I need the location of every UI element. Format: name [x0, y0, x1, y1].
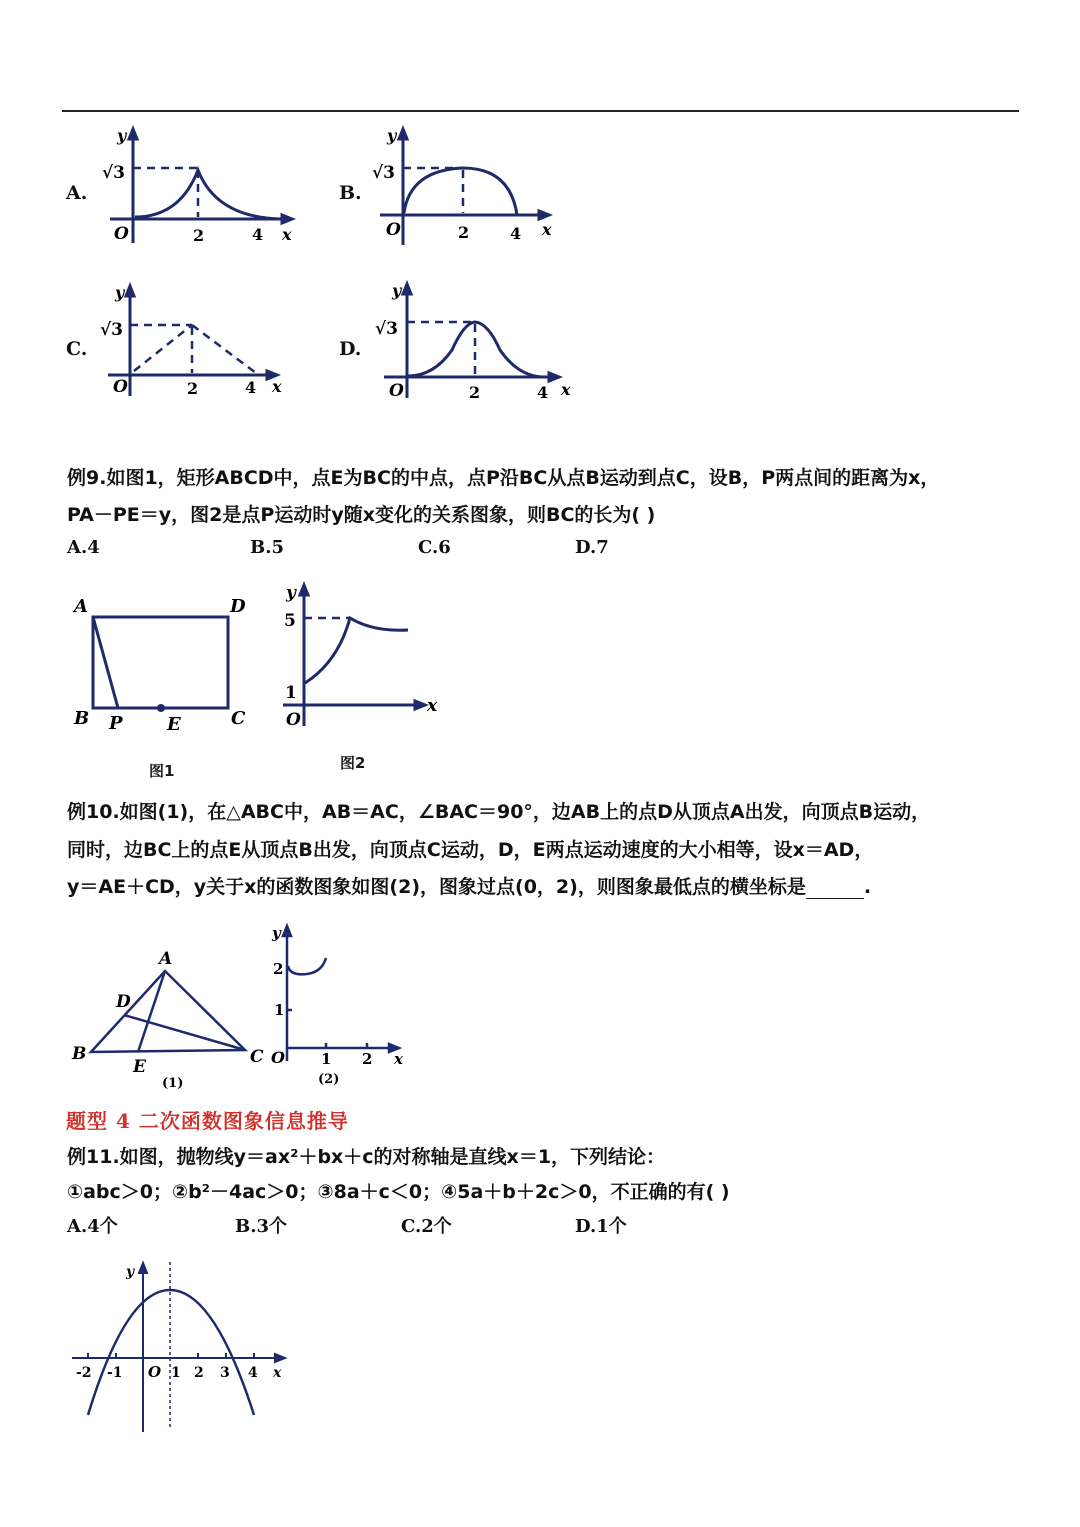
ex9-figure-1-caption: 图1 — [149, 762, 175, 780]
axis-y-label: y — [286, 583, 296, 603]
label-a: A — [159, 949, 173, 969]
sqrt3-label: √3 — [372, 163, 396, 183]
ex9-line1: 例9.如图1，矩形ABCD中，点E为BC的中点，点P沿BC从点B运动到点C，设B，P两点间的距离为x， — [67, 467, 940, 489]
choice-c-label: C. — [66, 338, 88, 360]
caption: (1) — [162, 1076, 184, 1091]
graph-b — [370, 125, 565, 250]
origin-label: O — [386, 220, 401, 240]
label-e: E — [167, 714, 181, 735]
tick-neg2: -2 — [76, 1365, 92, 1381]
tick-x-2: 2 — [362, 1050, 373, 1068]
tick-1: 1 — [171, 1365, 181, 1381]
ex10-line3-text: y＝AE＋CD，y关于x的函数图象如图(2)，图象过点(0，2)，则图象最低点的横坐标是 — [67, 876, 806, 898]
tick-2: 2 — [193, 226, 205, 245]
ex9-option-d: D.7 — [575, 537, 609, 558]
tick-4: 4 — [252, 225, 264, 244]
axis-y-label: y — [387, 126, 397, 145]
ex10-line1: 例10.如图(1)，在△ABC中，AB＝AC，∠BAC＝90°，边AB上的点D从顶点A出发，向顶点B运动， — [67, 801, 931, 823]
graph-d — [372, 280, 582, 405]
ex10-figure-2 — [262, 918, 412, 1090]
ex11-option-a: A.4个 — [67, 1216, 118, 1237]
ex11-option-c: C.2个 — [401, 1216, 452, 1237]
axis-y-label: y — [392, 281, 402, 300]
ex10-line3 — [67, 872, 871, 899]
ex9-figure-2-caption: 图2 — [340, 754, 366, 772]
tick-y-1: 1 — [274, 1001, 285, 1019]
tick-2: 2 — [187, 379, 199, 398]
label-d: D — [116, 992, 131, 1012]
ex9-option-c: C.6 — [418, 537, 451, 558]
label-b: B — [74, 708, 90, 729]
tick-4: 4 — [245, 378, 257, 397]
tick-4: 4 — [248, 1365, 258, 1381]
ex11-line1: 例11.如图，抛物线y＝ax²＋bx＋c的对称轴是直线x＝1，下列结论： — [67, 1146, 666, 1168]
ex10-line2: 同时，边BC上的点E从顶点B出发，向顶点C运动，D，E两点运动速度的大小相等，设x＝AD， — [67, 839, 874, 861]
tick-x-1: 1 — [321, 1050, 332, 1068]
header-rule — [62, 110, 1019, 112]
ex10-line3-end: . — [863, 876, 872, 898]
axis-x-label: x — [394, 1050, 403, 1068]
label-d: D — [230, 596, 246, 617]
axis-y-label: y — [126, 1264, 135, 1280]
ex11-line2: ①abc＞0；②b²－4ac＞0；③8a＋c＜0；④5a＋b＋2c＞0，不正确的有( ) — [67, 1181, 730, 1203]
axis-x-label: x — [561, 380, 571, 399]
axis-x-label: x — [282, 225, 292, 244]
answer-blank[interactable] — [806, 882, 864, 899]
origin-label: O — [114, 224, 129, 244]
ex9-figure-1 — [66, 590, 266, 740]
label-e: E — [133, 1057, 146, 1077]
choice-a-label: A. — [66, 182, 88, 204]
ex9-option-a: A.4 — [67, 537, 100, 558]
tick-neg1: -1 — [107, 1365, 123, 1381]
axis-x-label: x — [272, 377, 282, 396]
tick-4: 4 — [537, 383, 549, 402]
axis-y-label: y — [115, 283, 125, 302]
tick-y-2: 2 — [273, 960, 284, 978]
tick-2: 2 — [469, 383, 481, 402]
sqrt3-label: √3 — [375, 319, 399, 339]
origin-label: O — [148, 1363, 162, 1381]
origin-label: O — [389, 381, 404, 401]
section-title: 题型 4 二次函数图象信息推导 — [66, 1109, 349, 1133]
ex9-line2: PA－PE＝y，图2是点P运动时y随x变化的关系图象，则BC的长为( ) — [67, 504, 656, 526]
label-a: A — [74, 596, 88, 617]
ex9-figure-2 — [278, 580, 448, 730]
axis-x-label: x — [273, 1365, 282, 1381]
origin-label: O — [113, 377, 128, 397]
ex10-figure-1 — [66, 942, 284, 1092]
tick-2: 2 — [458, 223, 470, 242]
axis-y-label: y — [117, 126, 127, 145]
sqrt3-label: √3 — [100, 320, 124, 340]
ex11-option-b: B.3个 — [235, 1216, 288, 1237]
caption: (2) — [318, 1072, 340, 1087]
ex11-parabola-graph — [68, 1258, 298, 1438]
tick-4: 4 — [510, 224, 522, 243]
choice-b-label: B. — [339, 182, 362, 204]
sqrt3-label: √3 — [102, 163, 126, 183]
choice-d-label: D. — [339, 338, 362, 360]
graph-c — [98, 282, 298, 402]
label-c: C — [231, 708, 246, 729]
tick-1: 1 — [285, 683, 297, 703]
axis-y-label: y — [272, 924, 281, 942]
label-p: P — [109, 713, 123, 734]
origin-label: O — [286, 710, 301, 730]
label-b: B — [72, 1044, 87, 1064]
axis-x-label: x — [427, 696, 438, 716]
graph-a — [100, 125, 305, 250]
ex11-option-d: D.1个 — [575, 1216, 627, 1237]
tick-5: 5 — [284, 611, 296, 631]
tick-2: 2 — [194, 1365, 204, 1381]
label-c: C — [250, 1047, 264, 1067]
axis-x-label: x — [542, 220, 552, 239]
origin-label: O — [271, 1048, 285, 1067]
tick-3: 3 — [220, 1365, 230, 1381]
ex9-option-b: B.5 — [250, 537, 285, 558]
